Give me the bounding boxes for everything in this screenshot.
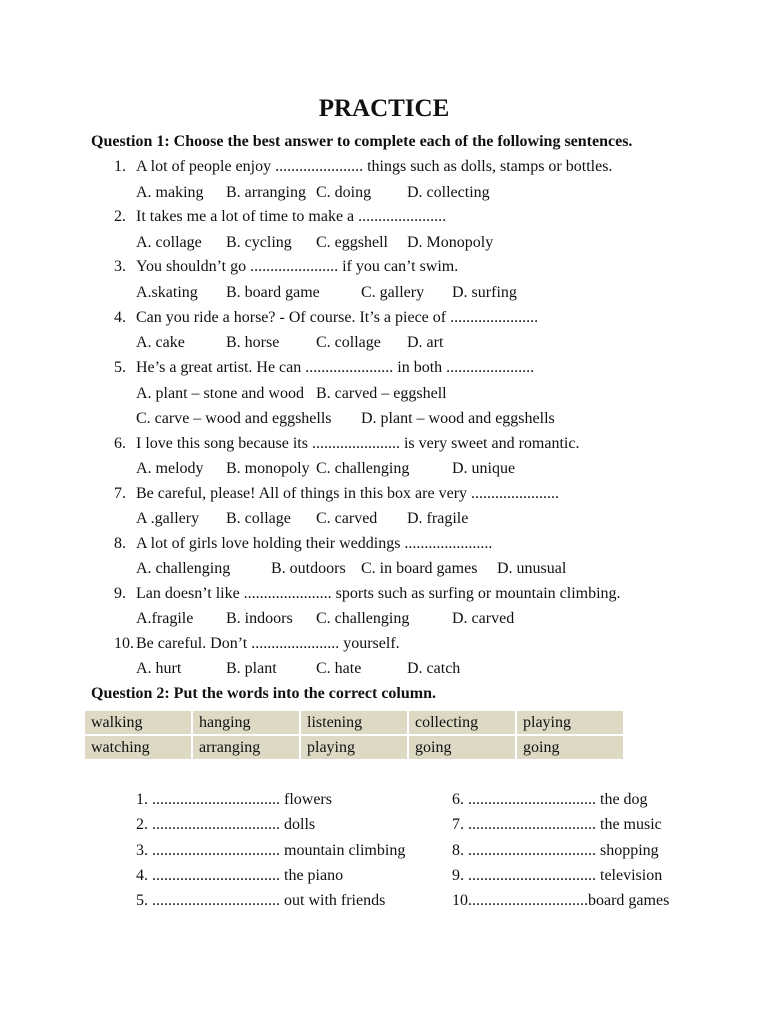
q1-option: D. Monopoly [407,234,494,251]
q1-option: D. fragile [407,510,469,527]
q1-option: C. challenging [316,610,410,627]
q1-item-number: 10. [114,635,134,652]
q1-option: A. plant – stone and wood [136,385,304,402]
q1-option: A. making [136,184,204,201]
q1-option: C. doing [316,184,372,201]
q1-option: B. collage [226,510,291,527]
q1-option: D. catch [407,660,461,677]
q1-item-text: Be careful. Don’t ...................... yourself. [136,635,400,652]
q1-option: D. surfing [452,284,517,301]
word-cell: playing [516,710,624,735]
fill-in-line: 6. ................................ the dog [452,791,648,808]
word-cell: playing [300,735,408,760]
fill-in-line: 3. ................................ mountain climbing [136,842,406,859]
q1-item-number: 8. [114,535,126,552]
q1-option: C. in board games [361,560,478,577]
word-table-row [84,710,624,735]
q1-option: A .gallery [136,510,200,527]
q1-item-text: You shouldn’t go ...................... if you can’t swim. [136,258,459,275]
word-cell: walking [84,710,192,735]
fill-in-line: 2. ................................ dolls [136,816,316,833]
word-cell: hanging [192,710,300,735]
word-cell: arranging [192,735,300,760]
q1-item-text: Can you ride a horse? - Of course. It’s a piece of ...................... [136,309,539,326]
question-1-heading: Question 1: Choose the best answer to complete each of the following sentences. [91,133,633,150]
q1-option: D. collecting [407,184,490,201]
word-cell: collecting [408,710,516,735]
q1-option: A. hurt [136,660,182,677]
page-title: PRACTICE [318,95,450,122]
q1-item-number: 1. [114,158,126,175]
word-table-row [84,735,624,760]
q1-option: C. hate [316,660,362,677]
q1-option: C. carved [316,510,378,527]
q1-option: B. monopoly [226,460,310,477]
q1-item-text: Be careful, please! All of things in this box are very ...................... [136,485,560,502]
q1-option: A. melody [136,460,204,477]
q1-item-number: 3. [114,258,126,275]
q1-item-number: 4. [114,309,126,326]
q1-option: C. carve – wood and eggshells [136,410,332,427]
q1-option: B. outdoors [271,560,346,577]
fill-in-line: 4. ................................ the piano [136,867,344,884]
word-cell: going [408,735,516,760]
word-table [83,709,625,761]
q1-option: C. eggshell [316,234,388,251]
fill-in-line: 7. ................................ the music [452,816,662,833]
q1-option: D. carved [452,610,515,627]
q1-option: A.fragile [136,610,194,627]
q1-item-text: It takes me a lot of time to make a ...................... [136,208,447,225]
q1-option: A.skating [136,284,198,301]
word-cell: watching [84,735,192,760]
q1-option: B. board game [226,284,320,301]
q1-option: A. cake [136,334,185,351]
q1-option: B. horse [226,334,280,351]
q1-item-text: Lan doesn’t like ...................... sports such as surfing or mountain climbing. [136,585,621,602]
question-2-heading: Question 2: Put the words into the correct column. [91,685,436,702]
q1-option: D. art [407,334,444,351]
q1-item-number: 7. [114,485,126,502]
q1-option: A. collage [136,234,202,251]
q1-item-number: 5. [114,359,126,376]
q1-option: D. plant – wood and eggshells [361,410,555,427]
q1-option: A. challenging [136,560,231,577]
q1-item-number: 6. [114,435,126,452]
q1-option: C. collage [316,334,381,351]
q1-item-text: A lot of girls love holding their weddings ...................... [136,535,493,552]
fill-in-line: 9. ................................ television [452,867,663,884]
q1-option: B. indoors [226,610,293,627]
word-cell: going [516,735,624,760]
fill-in-line: 8. ................................ shopping [452,842,659,859]
q1-option: D. unusual [497,560,567,577]
q1-option: B. plant [226,660,277,677]
q1-option: B. cycling [226,234,292,251]
q1-option: C. challenging [316,460,410,477]
q1-item-text: I love this song because its ...................... is very sweet and romantic. [136,435,580,452]
fill-in-line: 1. ................................ flowers [136,791,332,808]
q1-option: D. unique [452,460,516,477]
q1-option: C. gallery [361,284,425,301]
word-cell: listening [300,710,408,735]
q1-item-text: He’s a great artist. He can ...................... in both ...................... [136,359,535,376]
fill-in-line: 5. ................................ out with friends [136,892,386,909]
fill-in-line: 10..............................board games [452,892,670,909]
q1-option: B. arranging [226,184,306,201]
q1-item-text: A lot of people enjoy ...................... things such as dolls, stamps or bottles. [136,158,613,175]
q1-item-number: 9. [114,585,126,602]
q1-option: B. carved – eggshell [316,385,447,402]
q1-item-number: 2. [114,208,126,225]
